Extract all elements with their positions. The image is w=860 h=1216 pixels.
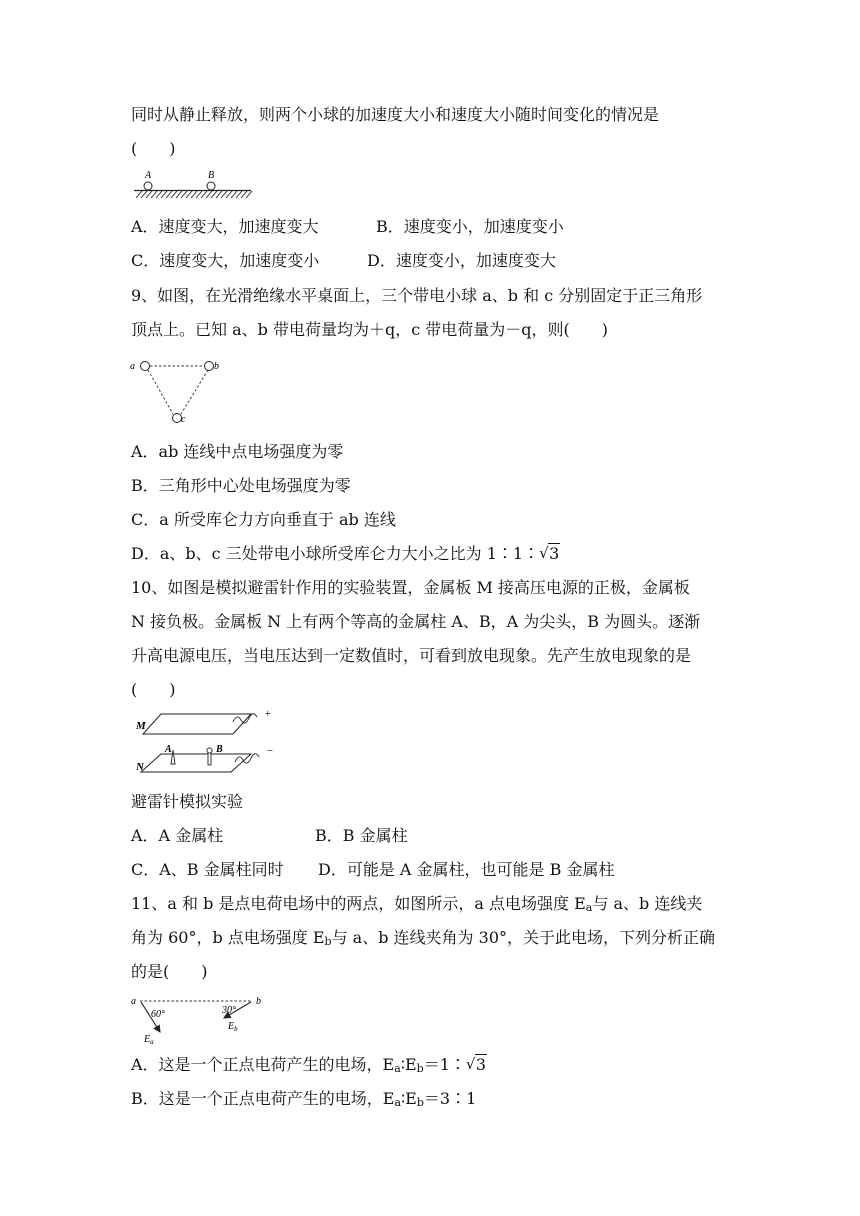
hatch-stroke [241,191,247,198]
q11-option-a-sqrt: √ 3 [466,1055,487,1075]
q9-edge-bc [181,370,208,414]
q9-label-a: a [130,361,135,372]
q10-plate-n [141,754,251,772]
q10-label-b: B [216,744,223,755]
hatch-stroke [206,191,212,198]
hatch-stroke [231,191,237,198]
q10-lightning-rod-figure [131,704,281,780]
hatch-stroke [226,191,232,198]
hatch-stroke [201,191,207,198]
hatch-stroke [181,191,187,198]
q11-field-figure [130,993,270,1045]
q9-option-a: A．ab 连线中点电场强度为零 [131,442,344,461]
q10-option-c: C．A、B 金属柱同时 [131,860,284,879]
q10-option-b: B．B 金属柱 [315,826,408,845]
q8-surface-hatch [136,191,252,198]
q9-option-d [131,544,560,564]
hatch-stroke [211,191,217,198]
q10-label-n: N [136,761,144,773]
q10-answer-paren: ( ) [131,680,176,699]
q8-option-b: B．速度变小，加速度变小 [376,217,564,236]
q10-figure-caption: 避雷针模拟实验 [131,792,244,811]
hatch-stroke [246,191,252,198]
q10-label-minus: − [266,745,274,757]
q9-stem-line2: 顶点上。已知 a、b 带电荷量均为＋q，c 带电荷量为－q，则( ) [131,320,608,339]
q8-stem-line1: 同时从静止释放，则两个小球的加速度大小和速度大小随时间变化的情况是 [131,105,660,124]
q10-label-a: A [165,744,172,755]
q9-option-c: C．a 所受库仑力方向垂直于 ab 连线 [131,510,396,529]
q10-stem-line1: 10、如图是模拟避雷针作用的实验装置，金属板 M 接高压电源的正极，金属板 [131,578,690,597]
q9-stem-line1: 9、如图，在光滑绝缘水平桌面上，三个带电小球 a、b 和 c 分别固定于正三角形 [131,286,703,305]
q9-ball-c [173,414,182,423]
q9-triangle-figure [129,356,229,428]
hatch-stroke [221,191,227,198]
q9-label-c: c [181,414,186,425]
hatch-stroke [156,191,162,198]
q8-option-a: A．速度变大，加速度变大 [131,217,319,236]
q9-option-b: B．三角形中心处电场强度为零 [131,476,351,495]
q11-stem-line2: 角为 60°，b 点电场强度 $E_b$与 a、b 连线夹角为 30°，关于此电场，下列分析正确 [131,928,715,948]
q10-label-m: M [136,720,146,732]
hatch-stroke [151,191,157,198]
q9-label-b: b [214,361,219,372]
q11-option-a: A．这是一个正点电荷产生的电场，$E_a∶E_b=1∶√$ 3 [131,1055,487,1075]
q9-ball-a [141,362,150,371]
hatch-stroke [136,191,142,198]
hatch-stroke [146,191,152,198]
q8-answer-paren: ( ) [131,139,176,158]
hatch-stroke [186,191,192,198]
q11-stem-line1: 11、a 和 b 是点电荷电场中的两点，如图所示，a 点电场强度 $E_a$与 a、b 连线夹 [131,894,703,914]
hatch-stroke [161,191,167,198]
q9-edge-ac [148,370,173,414]
q10-pillar-b-head [207,748,212,753]
hatch-stroke [236,191,242,198]
q10-plate-m [143,714,251,734]
hatch-stroke [216,191,222,198]
q11-angle-30: 30° [222,1005,236,1016]
q10-pillar-b [208,753,211,765]
hatch-stroke [196,191,202,198]
hatch-stroke [171,191,177,198]
hatch-stroke [141,191,147,198]
q9-ball-b [205,362,214,371]
hatch-stroke [166,191,172,198]
q11-label-ea: $E_a$ [144,1034,154,1045]
q8-label-b: B [208,170,215,181]
q8-option-d: D．速度变小，加速度变大 [367,251,556,270]
hatch-stroke [191,191,197,198]
q11-label-eb: $E_b$ [228,1021,238,1033]
q10-option-d: D．可能是 A 金属柱，也可能是 B 金属柱 [318,860,615,879]
hatch-stroke [176,191,182,198]
q11-option-b: B．这是一个正点电荷产生的电场，$E_a∶E_b=3∶1$ [131,1089,477,1109]
q10-option-a: A．A 金属柱 [131,826,224,845]
q10-stem-line2: N 接负极。金属板 N 上有两个等高的金属柱 A、B，A 为尖头，B 为圆头。逐渐 [131,612,701,631]
q11-label-a: a [131,996,136,1007]
q10-stem-line3: 升高电源电压，当电压达到一定数值时，可看到放电现象。先产生放电现象的是 [131,646,692,665]
q9-option-d-text: D．a、b、c 三处带电小球所受库仑力大小之比为 1∶1∶ [131,544,540,563]
q8-ball-a [144,182,152,190]
q10-label-plus: + [264,708,272,720]
q8-ball-b [207,182,215,190]
q8-figure [131,168,255,202]
q11-stem-line3: 的是( ) [131,962,208,981]
q11-angle-60: 60° [151,1009,165,1020]
q11-label-b: b [256,996,261,1007]
q8-label-a: A [145,170,152,181]
q9-option-d-sqrt: √ 3 [539,544,560,564]
q8-option-c: C．速度变大，加速度变小 [131,251,320,270]
